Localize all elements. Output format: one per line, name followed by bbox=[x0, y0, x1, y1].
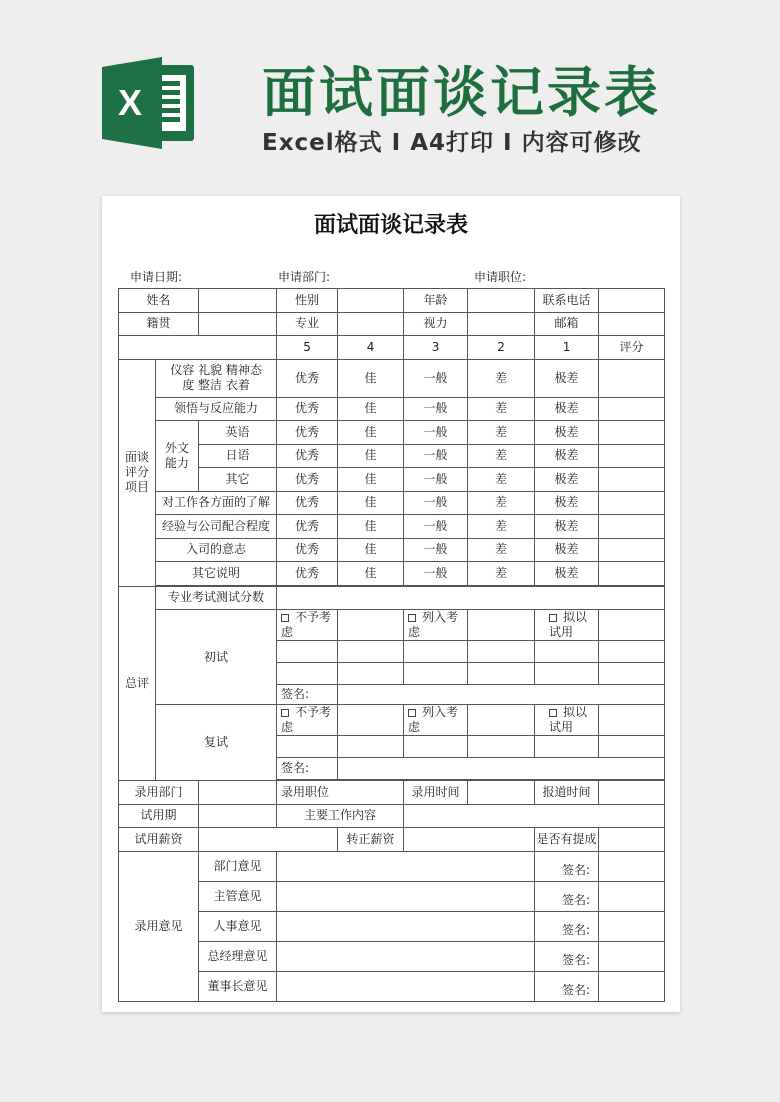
native-label: 籍贯 bbox=[119, 312, 199, 336]
native-value[interactable] bbox=[199, 312, 277, 336]
opinion-supervisor-sign-label: 签名: bbox=[535, 881, 599, 911]
eval-experience-label: 经验与公司配合程度 bbox=[156, 515, 277, 539]
checkbox-icon[interactable] bbox=[549, 709, 557, 717]
grade-4: 佳 bbox=[338, 444, 404, 468]
grade-2: 差 bbox=[468, 421, 535, 445]
hire-row-2 bbox=[119, 804, 665, 828]
age-value[interactable] bbox=[468, 289, 535, 313]
grade-2: 差 bbox=[468, 538, 535, 562]
checkbox-icon[interactable] bbox=[549, 614, 557, 622]
grade-4: 佳 bbox=[338, 538, 404, 562]
second-opt-consider[interactable]: 列入考虑 bbox=[404, 705, 468, 736]
opinion-row-supervisor bbox=[119, 881, 665, 911]
eval-lang-group: 外文能力 bbox=[156, 421, 199, 492]
email-value[interactable] bbox=[599, 312, 665, 336]
opinion-hr-sign-value[interactable] bbox=[599, 911, 665, 941]
apply-dept-label: 申请部门: bbox=[278, 270, 331, 284]
opinion-gm-label: 总经理意见 bbox=[199, 941, 277, 971]
grade-5: 优秀 bbox=[277, 515, 338, 539]
eval-understanding-label: 对工作各方面的了解 bbox=[156, 491, 277, 515]
raise-label: 是否有提成 bbox=[535, 828, 599, 852]
second-sign-value[interactable] bbox=[338, 758, 665, 780]
grade-1: 极差 bbox=[535, 562, 599, 586]
grade-2: 差 bbox=[468, 515, 535, 539]
name-value[interactable] bbox=[199, 289, 277, 313]
opinion-dept-value[interactable] bbox=[277, 851, 535, 881]
eval-row-other-note bbox=[119, 562, 665, 586]
apply-date-label: 申请日期: bbox=[130, 270, 183, 284]
eval-row-understanding bbox=[119, 491, 665, 515]
formal-salary-value[interactable] bbox=[404, 828, 535, 852]
grade-1: 极差 bbox=[535, 444, 599, 468]
grade-4: 佳 bbox=[338, 359, 404, 397]
form-title: 面试面谈记录表 bbox=[313, 213, 468, 238]
grade-1: 极差 bbox=[535, 359, 599, 397]
eval-row-japanese bbox=[119, 444, 665, 468]
opinion-group-label: 录用意见 bbox=[119, 851, 199, 1001]
opinion-dept-sign-label: 签名: bbox=[535, 851, 599, 881]
grade-5: 优秀 bbox=[277, 397, 338, 421]
grade-2: 差 bbox=[468, 444, 535, 468]
hire-time-label: 录用时间 bbox=[404, 781, 468, 805]
phone-value[interactable] bbox=[599, 289, 665, 313]
opinion-row-dept bbox=[119, 851, 665, 881]
major-value[interactable] bbox=[338, 312, 404, 336]
opinion-hr-label: 人事意见 bbox=[199, 911, 277, 941]
opinion-dept-label: 部门意见 bbox=[199, 851, 277, 881]
grade-2: 差 bbox=[468, 562, 535, 586]
vision-label: 视力 bbox=[404, 312, 468, 336]
info-row-2 bbox=[119, 312, 665, 336]
score-cell[interactable] bbox=[599, 468, 665, 492]
eval-other-lang-label: 其它 bbox=[199, 468, 277, 492]
grade-4: 佳 bbox=[338, 468, 404, 492]
scale-1: 1 bbox=[535, 336, 599, 360]
eval-comprehension-label: 领悟与反应能力 bbox=[156, 397, 277, 421]
score-cell[interactable] bbox=[599, 538, 665, 562]
main-work-label: 主要工作内容 bbox=[277, 804, 404, 828]
eval-japanese-label: 日语 bbox=[199, 444, 277, 468]
checkbox-icon[interactable] bbox=[281, 709, 289, 717]
grade-3: 一般 bbox=[404, 397, 468, 421]
grade-4: 佳 bbox=[338, 515, 404, 539]
grade-3: 一般 bbox=[404, 515, 468, 539]
apply-position-label: 申请职位: bbox=[474, 270, 527, 284]
grade-5: 优秀 bbox=[277, 468, 338, 492]
opinion-hr-value[interactable] bbox=[277, 911, 535, 941]
grade-1: 极差 bbox=[535, 538, 599, 562]
hire-row-1 bbox=[119, 781, 665, 805]
second-interview-label: 复试 bbox=[156, 705, 277, 781]
grade-4: 佳 bbox=[338, 491, 404, 515]
excel-icon bbox=[102, 57, 198, 149]
grade-1: 极差 bbox=[535, 491, 599, 515]
grade-3: 一般 bbox=[404, 538, 468, 562]
grade-3: 一般 bbox=[404, 562, 468, 586]
grade-5: 优秀 bbox=[277, 562, 338, 586]
grade-2: 差 bbox=[468, 359, 535, 397]
summary-exam-value[interactable] bbox=[277, 586, 665, 610]
name-label: 姓名 bbox=[119, 289, 199, 313]
checkbox-icon[interactable] bbox=[408, 709, 416, 717]
scale-5: 5 bbox=[277, 336, 338, 360]
opinion-supervisor-value[interactable] bbox=[277, 881, 535, 911]
grade-2: 差 bbox=[468, 397, 535, 421]
eval-row-appearance bbox=[119, 359, 665, 397]
opinion-chairman-sign-value[interactable] bbox=[599, 971, 665, 1001]
opinion-chairman-sign-label: 签名: bbox=[535, 971, 599, 1001]
formal-salary-label: 转正薪资 bbox=[338, 828, 404, 852]
grade-1: 极差 bbox=[535, 397, 599, 421]
raise-value[interactable] bbox=[599, 828, 665, 852]
eval-english-label: 英语 bbox=[199, 421, 277, 445]
report-time-label: 报道时间 bbox=[535, 781, 599, 805]
age-label: 年龄 bbox=[404, 289, 468, 313]
interview-table bbox=[118, 288, 665, 1002]
grade-5: 优秀 bbox=[277, 421, 338, 445]
second-opt-reject[interactable]: 不予考虑 bbox=[277, 705, 338, 736]
second-opt-trial[interactable]: 拟以试用 bbox=[535, 705, 599, 736]
eval-appearance-label: 仪容 礼貌 精神态度 整洁 衣着 bbox=[156, 359, 277, 397]
report-time-value[interactable] bbox=[599, 781, 665, 805]
second-sign-label: 签名: bbox=[277, 758, 338, 780]
scale-2: 2 bbox=[468, 336, 535, 360]
info-row-1 bbox=[119, 289, 665, 313]
grade-5: 优秀 bbox=[277, 444, 338, 468]
eval-row-english bbox=[119, 421, 665, 445]
summary-exam-label: 专业考试测试分数 bbox=[156, 586, 277, 610]
first-sign-value[interactable] bbox=[338, 685, 665, 705]
phone-label: 联系电话 bbox=[535, 289, 599, 313]
eval-group-label: 面谈评分项目 bbox=[119, 359, 156, 586]
opinion-supervisor-label: 主管意见 bbox=[199, 881, 277, 911]
first-sign-label: 签名: bbox=[277, 685, 338, 705]
score-cell[interactable] bbox=[599, 444, 665, 468]
scale-3: 3 bbox=[404, 336, 468, 360]
opinion-gm-sign-label: 签名: bbox=[535, 941, 599, 971]
grade-1: 极差 bbox=[535, 421, 599, 445]
score-cell[interactable] bbox=[599, 515, 665, 539]
score-cell[interactable] bbox=[599, 359, 665, 397]
hire-dept-label: 录用部门 bbox=[119, 781, 199, 805]
first-interview-label: 初试 bbox=[156, 610, 277, 705]
grade-1: 极差 bbox=[535, 515, 599, 539]
score-header: 评分 bbox=[599, 336, 665, 360]
email-label: 邮箱 bbox=[535, 312, 599, 336]
second-options-row bbox=[119, 705, 665, 736]
eval-row-other-lang bbox=[119, 468, 665, 492]
vision-value[interactable] bbox=[468, 312, 535, 336]
opinion-chairman-label: 董事长意见 bbox=[199, 971, 277, 1001]
grade-4: 佳 bbox=[338, 397, 404, 421]
probation-value[interactable] bbox=[199, 804, 277, 828]
eval-intention-label: 入司的意志 bbox=[156, 538, 277, 562]
first-opt-reject[interactable]: 不予考虑 bbox=[277, 610, 338, 641]
first-options-row bbox=[119, 610, 665, 641]
grade-5: 优秀 bbox=[277, 538, 338, 562]
probation-label: 试用期 bbox=[119, 804, 199, 828]
grade-4: 佳 bbox=[338, 562, 404, 586]
opinion-gm-sign-value[interactable] bbox=[599, 941, 665, 971]
banner-title: 面试面谈记录表 bbox=[262, 61, 661, 124]
checkbox-icon[interactable] bbox=[281, 614, 289, 622]
opinion-row-chairman bbox=[119, 971, 665, 1001]
eval-row-intention bbox=[119, 538, 665, 562]
hire-row-3 bbox=[119, 828, 665, 852]
grade-3: 一般 bbox=[404, 491, 468, 515]
grade-3: 一般 bbox=[404, 359, 468, 397]
grade-3: 一般 bbox=[404, 444, 468, 468]
trial-salary-value[interactable] bbox=[199, 828, 338, 852]
trial-salary-label: 试用薪资 bbox=[119, 828, 199, 852]
first-opt-consider[interactable]: 列入考虑 bbox=[404, 610, 468, 641]
excel-logo bbox=[102, 57, 198, 149]
opinion-row-gm bbox=[119, 941, 665, 971]
hire-position-label: 录用职位 bbox=[277, 781, 404, 805]
opinion-hr-sign-label: 签名: bbox=[535, 911, 599, 941]
banner-subtitle: Excel格式 I A4打印 I 内容可修改 bbox=[262, 130, 642, 156]
checkbox-icon[interactable] bbox=[408, 614, 416, 622]
eval-row-comprehension bbox=[119, 397, 665, 421]
grade-5: 优秀 bbox=[277, 491, 338, 515]
main-work-value[interactable] bbox=[404, 804, 665, 828]
grade-3: 一般 bbox=[404, 468, 468, 492]
score-cell[interactable] bbox=[599, 491, 665, 515]
score-cell[interactable] bbox=[599, 397, 665, 421]
grade-5: 优秀 bbox=[277, 359, 338, 397]
summary-group-label: 总评 bbox=[119, 586, 156, 781]
grade-4: 佳 bbox=[338, 421, 404, 445]
score-cell[interactable] bbox=[599, 421, 665, 445]
summary-exam-row bbox=[119, 586, 665, 610]
grade-3: 一般 bbox=[404, 421, 468, 445]
form-sheet bbox=[102, 196, 680, 1012]
opinion-dept-sign-value[interactable] bbox=[599, 851, 665, 881]
eval-other-note-label: 其它说明 bbox=[156, 562, 277, 586]
gender-label: 性别 bbox=[277, 289, 338, 313]
opinion-supervisor-sign-value[interactable] bbox=[599, 881, 665, 911]
opinion-chairman-value[interactable] bbox=[277, 971, 535, 1001]
hire-time-value[interactable] bbox=[468, 781, 535, 805]
opinion-row-hr bbox=[119, 911, 665, 941]
hire-dept-value[interactable] bbox=[199, 781, 277, 805]
grade-1: 极差 bbox=[535, 468, 599, 492]
opinion-gm-value[interactable] bbox=[277, 941, 535, 971]
first-opt-trial[interactable]: 拟以试用 bbox=[535, 610, 599, 641]
scale-row bbox=[119, 336, 665, 360]
gender-value[interactable] bbox=[338, 289, 404, 313]
scale-4: 4 bbox=[338, 336, 404, 360]
grade-2: 差 bbox=[468, 491, 535, 515]
grade-2: 差 bbox=[468, 468, 535, 492]
excel-letter: X bbox=[117, 82, 143, 123]
score-cell[interactable] bbox=[599, 562, 665, 586]
eval-row-experience bbox=[119, 515, 665, 539]
major-label: 专业 bbox=[277, 312, 338, 336]
scale-blank bbox=[119, 336, 277, 360]
